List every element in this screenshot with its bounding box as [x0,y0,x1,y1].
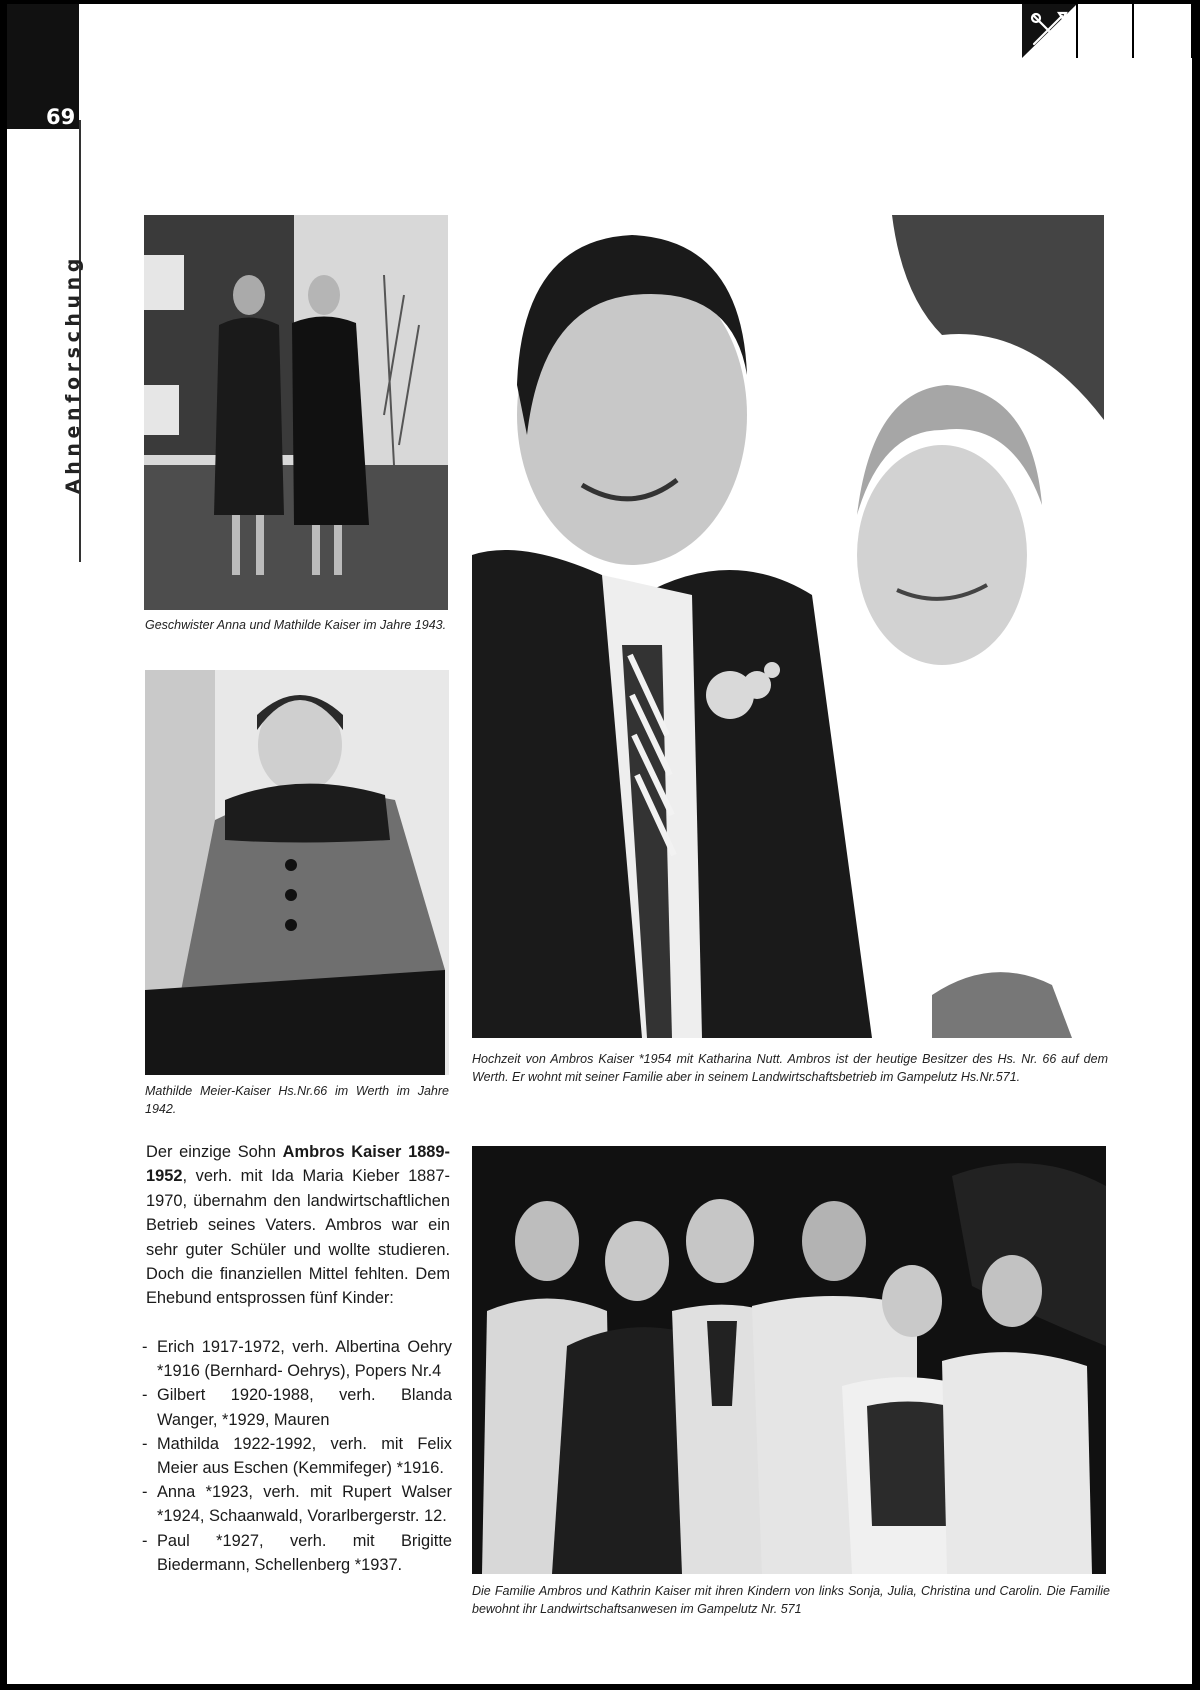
list-item: - Erich 1917-1972, verh. Albertina Oehry *1916 (Bernhard- Oehrys), Popers Nr.4 [140,1335,452,1383]
photo-mathilde-1942 [145,670,449,1075]
header-tabs [967,4,1193,58]
section-label: Ahnenforschung [62,253,84,494]
caption-sisters-1943: Geschwister Anna und Mathilde Kaiser im Jahre 1943. [145,618,447,632]
header-divider [1191,4,1193,58]
children-list [140,1335,452,1577]
caption-family: Die Familie Ambros und Kathrin Kaiser mit ihren Kindern von links Sonja, Julia, Christina und Carolin. Die Familie bewohnt ihr Landwirtschaftsanwesen im Gampelutz Nr. 571 [472,1584,1110,1616]
list-marker: - [142,1434,148,1453]
page-number: 69 [46,105,76,129]
photo-family [472,1146,1106,1574]
list-item: - Paul *1927, verh. mit Brigitte Biedermann, Schellenberg *1937. [140,1529,452,1577]
list-marker: - [142,1338,148,1356]
list-marker: - [142,1483,148,1502]
header-divider [1132,4,1134,58]
body-paragraph [146,1140,450,1311]
list-item: - Mathilda 1922-1992, verh. mit Felix Meier aus Eschen (Kemmifeger) *1916. [140,1432,452,1480]
header-divider [1076,4,1078,58]
body-intro-bold: Ambros Kaiser 1889-1952 [146,1143,450,1186]
list-item: - Gilbert 1920-1988, verh. Blanda Wanger, *1929, Mauren [140,1383,452,1431]
list-item: - Anna *1923, verh. mit Rupert Walser *1924, Schaanwald, Vorarlbergerstr. 12. [140,1480,452,1528]
caption-wedding: Hochzeit von Ambros Kaiser *1954 mit Katharina Nutt. Ambros ist der heutige Besitzer des Hs. Nr. 66 auf dem Werth. Er wohnt mit seiner Familie aber in seinem Landwirtschaftsbetrieb im Gampelutz Hs.Nr.571. [472,1052,1108,1084]
photo-sisters-1943 [144,215,448,610]
list-marker: - [142,1531,148,1550]
list-marker: - [142,1386,148,1405]
body-intro-rest: , verh. mit Ida Maria Kieber 1887-1970, übernahm den landwirtschaftlichen Betrieb seines Vaters. Ambros war ein sehr guter Schüler und wollte studieren. Doch die finanziellen Mittel fehlten. Dem Ehebund entsprossen fünf Kinder: [146,1167,450,1308]
caption-mathilde-1942: Mathilde Meier-Kaiser Hs.Nr.66 im Werth im Jahre 1942. [145,1084,449,1116]
photo-wedding [472,215,1104,1038]
body-intro-start: Der einzige Sohn [146,1143,283,1161]
crossed-tools-icon [1022,4,1077,58]
